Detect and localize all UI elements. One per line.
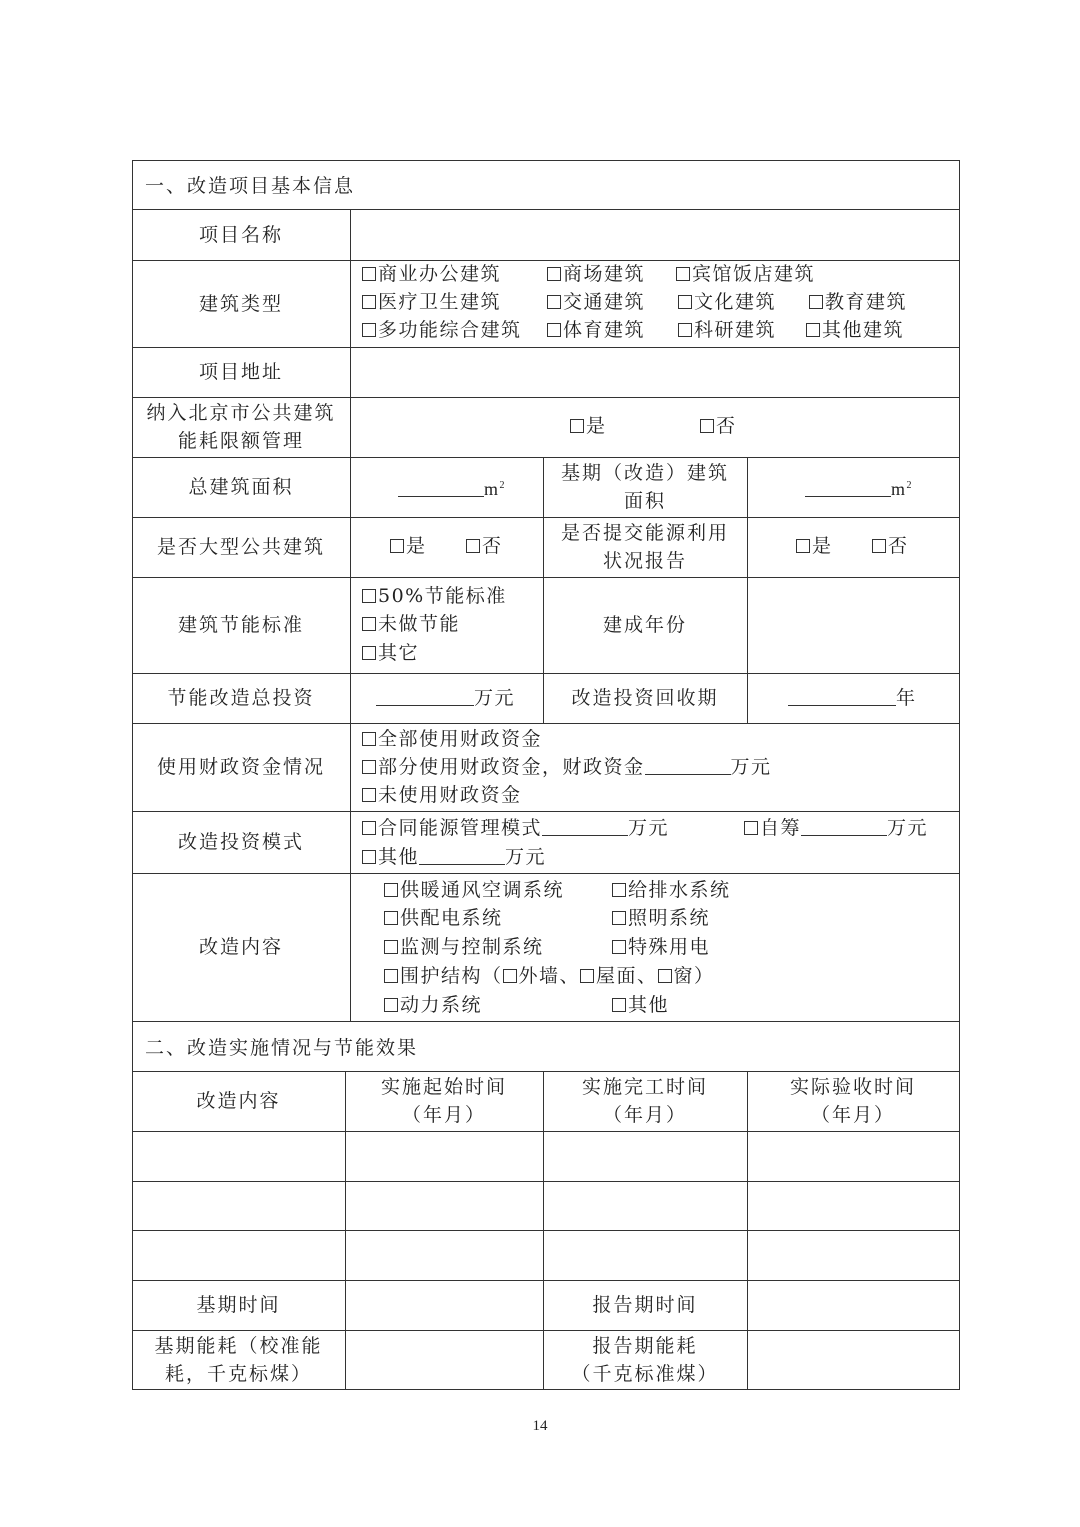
energy-report-label: 是否提交能源利用 状况报告 [560,522,729,572]
header-acceptance-time: 实际验收时间 （年月） [789,1076,916,1126]
payback-field[interactable]: 年 [788,684,917,712]
checkbox[interactable] [362,732,376,746]
checkbox[interactable] [678,323,692,337]
checkbox[interactable] [384,940,398,954]
project-address-field[interactable] [351,348,958,396]
checkbox[interactable] [503,969,517,983]
content-other-option[interactable]: 其他 [612,991,669,1019]
checkbox[interactable] [796,539,810,553]
checkbox[interactable] [580,969,594,983]
fiscal-partial-option[interactable]: 部分使用财政资金，财政资金 万元 [362,753,772,781]
table-row[interactable] [133,1132,958,1180]
project-name-field[interactable] [351,210,958,259]
checkbox[interactable] [678,295,692,309]
table-row[interactable] [133,1231,958,1279]
checkbox[interactable] [384,969,398,983]
checkbox[interactable] [612,911,626,925]
building-type-other[interactable]: 其他建筑 [806,316,904,344]
content-lighting-option[interactable]: 照明系统 [612,904,710,932]
checkbox[interactable] [362,788,376,802]
checkbox[interactable] [570,419,584,433]
content-hvac-option[interactable]: 供暖通风空调系统 [384,876,564,904]
header-content: 改造内容 [196,1090,281,1112]
fiscal-funds-label: 使用财政资金情况 [156,756,325,778]
year-built-label: 建成年份 [602,614,687,636]
checkbox[interactable] [547,323,561,337]
checkbox[interactable] [362,589,376,603]
standard-other-option[interactable]: 其它 [362,639,419,667]
checkbox[interactable] [806,323,820,337]
checkbox[interactable] [809,295,823,309]
section-2-title: 二、改造实施情况与节能效果 [145,1036,419,1059]
checkbox[interactable] [872,539,886,553]
large-public-yes-option[interactable]: 是 [390,532,427,560]
checkbox[interactable] [612,940,626,954]
invest-mode-label: 改造投资模式 [177,831,304,853]
building-type-culture[interactable]: 文化建筑 [678,288,776,316]
project-name-label: 项目名称 [198,223,283,246]
checkbox[interactable] [362,760,376,774]
energy-standard-label: 建筑节能标准 [177,614,304,636]
invest-mode-emc-option[interactable]: 合同能源管理模式 万元 [362,814,669,842]
page-number: 14 [532,1418,548,1434]
checkbox[interactable] [362,295,376,309]
header-start-time: 实施起始时间 （年月） [380,1076,507,1126]
checkbox[interactable] [466,539,480,553]
retrofit-content-label: 改造内容 [198,936,283,958]
header-complete-time: 实施完工时间 （年月） [581,1076,708,1126]
checkbox[interactable] [547,295,561,309]
table-row[interactable] [133,1182,958,1229]
invest-mode-self-option[interactable]: 自筹 万元 [744,814,928,842]
checkbox[interactable] [384,998,398,1012]
quota-management-label: 纳入北京市公共建筑 能耗限额管理 [146,402,336,452]
report-period-field[interactable] [748,1281,958,1329]
base-period-field[interactable] [346,1281,542,1329]
content-power-option[interactable]: 供配电系统 [384,904,503,932]
fiscal-all-option[interactable]: 全部使用财政资金 [362,725,542,753]
total-area-label: 总建筑面积 [188,476,294,498]
content-special-option[interactable]: 特殊用电 [612,933,710,961]
base-area-field[interactable]: $m^2$ [805,472,913,503]
checkbox[interactable] [384,883,398,897]
project-address-label: 项目地址 [198,361,283,383]
building-type-education[interactable]: 教育建筑 [809,288,907,316]
building-type-transport[interactable]: 交通建筑 [547,288,645,316]
base-energy-label: 基期能耗（校准能 耗，千克标煤） [154,1334,323,1385]
standard-50-option[interactable]: 50%节能标准 [362,582,507,610]
checkbox[interactable] [612,883,626,897]
total-investment-field[interactable]: 万元 [376,684,515,712]
building-type-multi[interactable]: 多功能综合建筑 [362,316,522,344]
content-water-option[interactable]: 给排水系统 [612,876,731,904]
checkbox[interactable] [384,911,398,925]
energy-report-no-option[interactable]: 否 [872,532,909,560]
building-type-sports[interactable]: 体育建筑 [547,316,645,344]
invest-mode-other-option[interactable]: 其他 万元 [362,843,546,871]
checkbox[interactable] [362,323,376,337]
building-type-mall[interactable]: 商场建筑 [547,260,645,288]
report-period-label: 报告期时间 [592,1294,698,1316]
base-energy-field[interactable] [346,1331,542,1388]
report-energy-field[interactable] [748,1331,958,1388]
checkbox[interactable] [612,998,626,1012]
base-area-label: 基期（改造）建筑 面积 [560,462,729,512]
section-1-title: 一、改造项目基本信息 [145,175,356,197]
checkbox[interactable] [362,617,376,631]
checkbox[interactable] [658,969,672,983]
content-envelope-option[interactable]: 围护结构（ 外墙、 屋面、 窗） [384,962,715,990]
base-period-label: 基期时间 [196,1294,281,1316]
building-type-medical[interactable]: 医疗卫生建筑 [362,288,501,316]
checkbox[interactable] [362,646,376,660]
checkbox[interactable] [547,267,561,281]
checkbox[interactable] [700,419,714,433]
content-dynamic-option[interactable]: 动力系统 [384,991,482,1019]
content-monitor-option[interactable]: 监测与控制系统 [384,933,544,961]
checkbox[interactable] [676,267,690,281]
energy-report-yes-option[interactable]: 是 [796,532,833,560]
building-type-label: 建筑类型 [198,292,283,315]
large-public-label: 是否大型公共建筑 [156,536,325,558]
total-investment-label: 节能改造总投资 [167,687,315,709]
fiscal-none-option[interactable]: 未使用财政资金 [362,781,522,809]
checkbox[interactable] [744,821,758,835]
checkbox[interactable] [362,267,376,281]
quota-yes-option[interactable]: 是 [570,412,607,440]
year-built-field[interactable] [748,578,958,672]
checkbox[interactable] [362,821,376,835]
building-type-research[interactable]: 科研建筑 [678,316,776,344]
total-area-field[interactable]: $m^2$ [398,472,506,503]
standard-none-option[interactable]: 未做节能 [362,610,460,638]
checkbox[interactable] [390,539,404,553]
report-energy-label: 报告期能耗 （千克标准煤） [571,1334,719,1385]
checkbox[interactable] [362,850,376,864]
building-type-hotel[interactable]: 宾馆饭店建筑 [676,260,815,288]
large-public-no-option[interactable]: 否 [466,532,503,560]
building-type-office[interactable]: 商业办公建筑 [362,260,501,288]
payback-label: 改造投资回收期 [571,687,719,709]
quota-no-option[interactable]: 否 [700,412,737,440]
